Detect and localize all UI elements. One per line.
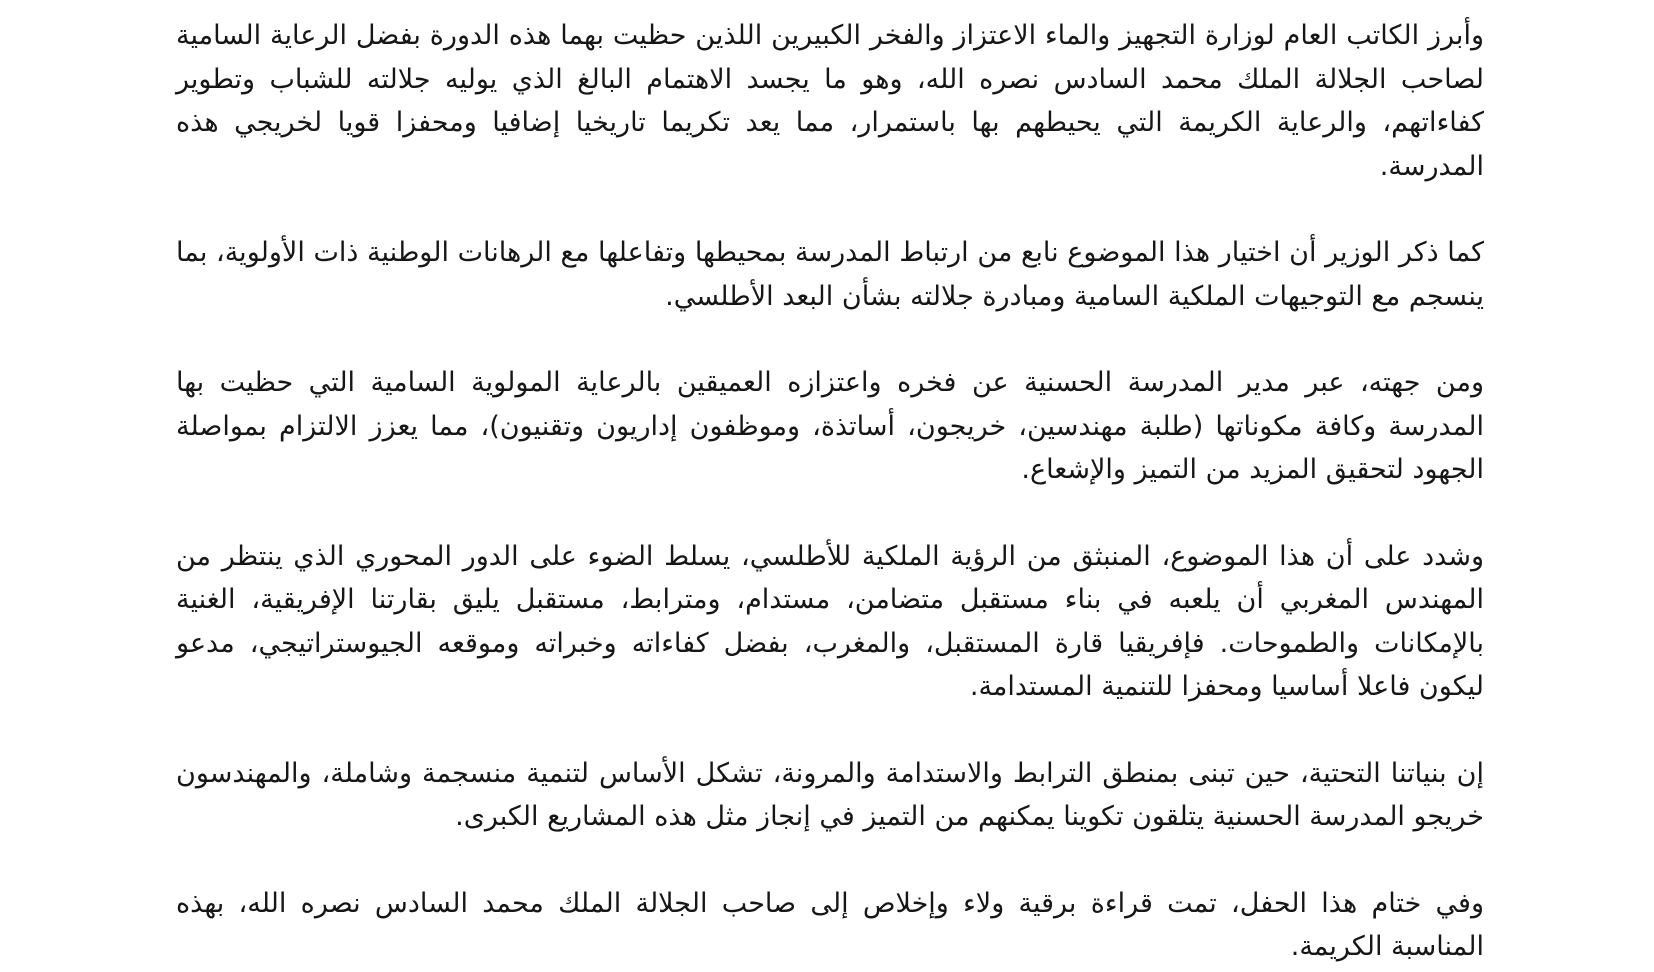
paragraph-secretary-general: وأبرز الكاتب العام لوزارة التجهيز والماء الاعتزاز والفخر الكبيرين اللذين حظيت بهما هذه الدورة بفضل الرعاية السامية لصاحب الجلالة الملك محمد السادس نصره الله، وهو ما يجسد الاهتمام البالغ الذي يوليه جلالته للشباب وتطوير كفاءاتهم، والرعاية الكريمة التي يحيطهم بها باستمرار، مما يعد تكريما تاريخيا إضافيا ومحفزا قويا لخريجي هذه المدرسة. xyxy=(176,20,1484,182)
paragraph-school-director: ومن جهته، عبر مدير المدرسة الحسنية عن فخره واعتزازه العميقين بالرعاية المولوية السامية التي حظيت بها المدرسة وكافة مكوناتها (طلبة مهندسين، خريجون، أساتذة، وموظفون إداريون وتقنيون)، مما يعزز الالتزام بمواصلة الجهود لتحقيق المزيد من التميز والإشعاع. xyxy=(176,367,1484,485)
paragraph-closing: وفي ختام هذا الحفل، تمت قراءة برقية ولاء وإخلاص إلى صاحب الجلالة الملك محمد السادس نصره الله، بهذه المناسبة الكريمة. xyxy=(176,887,1484,962)
article-body xyxy=(176,14,1484,969)
paragraph-minister-topic: كما ذكر الوزير أن اختيار هذا الموضوع نابع من ارتباط المدرسة بمحيطها وتفاعلها مع الرهانات الوطنية ذات الأولوية، بما ينسجم مع التوجيهات الملكية السامية ومبادرة جلالته بشأن البعد الأطلسي. xyxy=(176,237,1484,312)
paragraph-infrastructure: إن بنياتنا التحتية، حين تبنى بمنطق الترابط والاستدامة والمرونة، تشكل الأساس لتنمية منسجمة وشاملة، والمهندسون خريجو المدرسة الحسنية يتلقون تكوينا يمكنهم من التميز في إنجاز مثل هذه المشاريع الكبرى. xyxy=(176,757,1484,832)
paragraph-atlantic-vision: وشدد على أن هذا الموضوع، المنبثق من الرؤية الملكية للأطلسي، يسلط الضوء على الدور المحوري الذي ينتظر من المهندس المغربي أن يلعبه في بناء مستقبل متضامن، مستدام، ومترابط، مستقبل يليق بقارتنا الإفريقية، الغنية بالإمكانات والطموحات. فإفريقيا قارة المستقبل، والمغرب، بفضل كفاءاته وخبراته وموقعه الجيوستراتيجي، مدعو ليكون فاعلا أساسيا ومحفزا للتنمية المستدامة. xyxy=(176,540,1484,702)
